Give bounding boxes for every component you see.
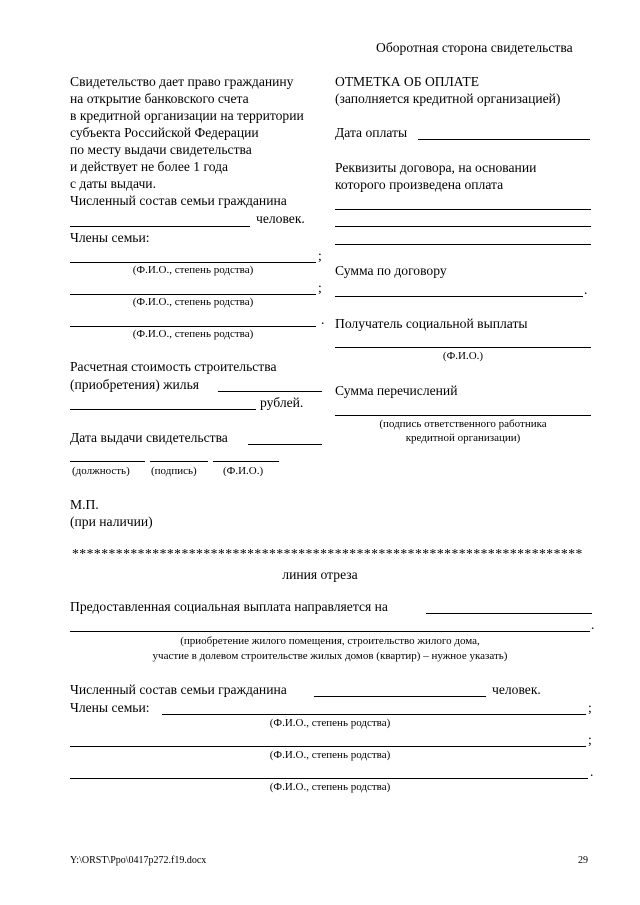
intro-line: с даты выдачи. [70,176,156,191]
signature-line[interactable] [150,461,208,462]
members-label: Члены семьи: [70,230,150,245]
stamp-label: М.П. [70,497,99,512]
semicolon: ; [588,700,592,715]
purpose-caption-1: (приобретение жилого помещения, строительство жилого дома, [180,635,480,647]
signature-caption: (подпись) [151,465,197,477]
bottom-member-line-2[interactable] [70,746,586,747]
footer-file-path: Y:\ORST\Ppo\0417p272.f19.docx [70,855,207,866]
persons-word: человек. [256,211,305,226]
intro-line: Свидетельство дает право гражданину [70,74,294,89]
semicolon: ; [318,248,322,263]
period: . [321,312,325,327]
member-line-3[interactable] [70,326,316,327]
contract-label-2: которого произведена оплата [335,177,504,192]
rubles-word: рублей. [260,395,304,410]
recipient-line[interactable] [335,347,591,348]
bottom-fio-relation-caption: (Ф.И.О., степень родства) [269,749,391,761]
period: . [591,617,595,632]
fio-relation-caption: (Ф.И.О., степень родства) [132,264,254,276]
intro-line: на открытие банковского счета [70,91,249,106]
directed-label: Предоставленная социальная выплата направляется на [70,599,388,614]
bottom-member-line-1[interactable] [162,714,586,715]
intro-line: по месту выдачи свидетельства [70,142,252,157]
directed-line-2[interactable] [70,631,590,632]
contract-line-2[interactable] [335,226,591,227]
purpose-caption-2: участие в долевом строительстве жилых домов (квартир) – нужное указать) [152,650,508,662]
cost-line-2[interactable] [70,409,256,410]
member-line-2[interactable] [70,294,316,295]
contract-line-1[interactable] [335,209,591,210]
payment-mark-note: (заполняется кредитной организацией) [335,91,561,106]
period: . [584,282,588,297]
intro-line: и действует не более 1 года [70,159,229,174]
cost-label-2: (приобретения) жилья [70,377,200,392]
recipient-fio-caption: (Ф.И.О.) [442,350,484,362]
bottom-family-count-line[interactable] [314,696,486,697]
bottom-fio-relation-caption: (Ф.И.О., степень родства) [269,781,391,793]
semicolon: ; [588,732,592,747]
stamp-note: (при наличии) [70,514,153,529]
fio-relation-caption: (Ф.И.О., степень родства) [132,328,254,340]
officer-signature-caption-2: кредитной организации) [405,432,521,444]
bottom-family-count-label: Численный состав семьи гражданина [70,682,287,697]
contract-line-3[interactable] [335,244,591,245]
directed-line-1[interactable] [426,613,592,614]
family-count-line[interactable] [70,226,250,227]
intro-line: в кредитной организации на территории [70,108,304,123]
payment-mark-title: ОТМЕТКА ОБ ОПЛАТЕ [335,74,480,89]
position-line[interactable] [70,461,145,462]
issue-date-line[interactable] [248,444,322,445]
period: . [590,764,594,779]
position-caption: (должность) [72,465,130,477]
cut-line-stars: ********************************************************************** [72,546,583,561]
transfer-amount-label: Сумма перечислений [335,383,458,398]
contract-amount-line[interactable] [335,296,583,297]
family-count-label: Численный состав семьи гражданина [70,193,287,208]
payment-date-label: Дата оплаты [335,125,408,140]
footer-page-number: 29 [578,855,588,866]
bottom-persons-word: человек. [492,682,541,697]
page-header-title: Оборотная сторона свидетельства [376,40,573,55]
contract-amount-label: Сумма по договору [335,263,447,278]
member-line-1[interactable] [70,262,316,263]
bottom-fio-relation-caption: (Ф.И.О., степень родства) [269,717,391,729]
semicolon: ; [318,280,322,295]
fio-line[interactable] [213,461,279,462]
contract-label-1: Реквизиты договора, на основании [335,160,537,175]
fio-relation-caption: (Ф.И.О., степень родства) [132,296,254,308]
officer-signature-caption-1: (подпись ответственного работника [379,418,547,430]
bottom-members-label: Члены семьи: [70,700,150,715]
issue-date-label: Дата выдачи свидетельства [70,430,228,445]
transfer-amount-line[interactable] [335,415,591,416]
cost-label-1: Расчетная стоимость строительства [70,359,277,374]
bottom-member-line-3[interactable] [70,778,588,779]
intro-line: субъекта Российской Федерации [70,125,259,140]
payment-date-line[interactable] [418,139,590,140]
cost-line-1[interactable] [218,391,322,392]
recipient-label: Получатель социальной выплаты [335,316,528,331]
cut-line-label: линия отреза [282,567,358,582]
fio-caption: (Ф.И.О.) [223,465,264,477]
